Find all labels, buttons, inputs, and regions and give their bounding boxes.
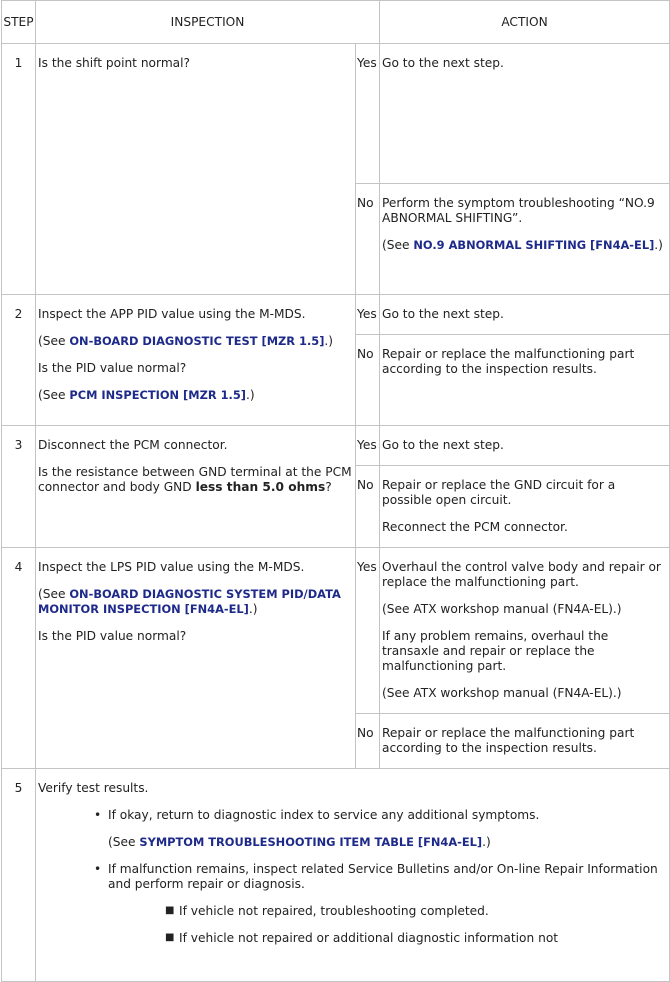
action-cell (380, 335, 670, 426)
sub-list-item: ■ If vehicle not repaired or additional diagnostic information not (165, 931, 559, 945)
action-cell (380, 183, 670, 294)
action-text: Perform the symptom troubleshooting “NO.9 ABNORMAL SHIFTING”. (382, 195, 655, 225)
inspection-question: Is the resistance between GND terminal at the PCM connector and body GND less than 5.0 ohms? (38, 465, 352, 494)
action-cell (380, 426, 670, 466)
action-cell (380, 714, 670, 769)
action-text: Repair or replace the GND circuit for a possible open circuit. (382, 478, 616, 507)
action-cell (380, 548, 670, 714)
table-row (2, 295, 670, 335)
sub-list-item: ■ If vehicle not repaired, troubleshooting completed. (165, 904, 489, 918)
action-cell (380, 466, 670, 548)
answer-yes: Yes (356, 548, 380, 714)
table-row (2, 44, 670, 184)
answer-no: No (356, 335, 380, 426)
step-number: 2 (2, 295, 36, 426)
header-action: ACTION (380, 1, 670, 44)
inspection-question: Is the PID value normal? (38, 361, 187, 375)
inspection-text: Inspect the LPS PID value using the M-MDS. (38, 560, 305, 574)
bullet-icon: • (94, 862, 102, 876)
step-number: 5 (2, 769, 36, 982)
inspection-cell (36, 44, 356, 295)
action-text: (See ATX workshop manual (FN4A-EL).) (382, 602, 622, 616)
see-reference: (See PCM INSPECTION [MZR 1.5].) (38, 388, 255, 402)
link-pid-data-monitor-inspection[interactable]: ON-BOARD DIAGNOSTIC SYSTEM PID/DATA MONITOR INSPECTION [FN4A-EL] (38, 587, 341, 616)
inspection-cell (36, 548, 356, 769)
table-row (2, 769, 670, 982)
action-text: Repair or replace the malfunctioning part according to the inspection results. (382, 347, 635, 376)
action-text: Repair or replace the malfunctioning part according to the inspection results. (382, 726, 635, 755)
answer-no: No (356, 183, 380, 294)
step-number: 3 (2, 426, 36, 548)
inspection-text: Is the shift point normal? (38, 56, 191, 70)
step-number: 4 (2, 548, 36, 769)
list-item: • If malfunction remains, inspect related Service Bulletins and/or On-line Repair Information and perform repair or diagnosis. (94, 862, 658, 891)
header-step: STEP (2, 1, 36, 44)
see-reference: (See SYMPTOM TROUBLESHOOTING ITEM TABLE [FN4A-EL].) (108, 835, 491, 849)
link-no9-abnormal-shifting[interactable]: NO.9 ABNORMAL SHIFTING [FN4A-EL] (413, 237, 655, 252)
action-text: If any problem remains, overhaul the transaxle and repair or replace the malfunctioning part. (382, 629, 609, 673)
link-on-board-diagnostic-test[interactable]: ON-BOARD DIAGNOSTIC TEST [MZR 1.5] (69, 334, 325, 348)
answer-no: No (356, 714, 380, 769)
inspection-cell (36, 769, 670, 982)
list-item: • If okay, return to diagnostic index to service any additional symptoms. (94, 808, 540, 822)
table-row (2, 548, 670, 714)
action-text: Go to the next step. (382, 307, 504, 321)
action-text: Go to the next step. (382, 56, 504, 70)
action-text: Go to the next step. (382, 438, 504, 452)
see-reference: (See ON-BOARD DIAGNOSTIC SYSTEM PID/DATA MONITOR INSPECTION [FN4A-EL].) (38, 587, 341, 616)
see-reference: (See NO.9 ABNORMAL SHIFTING [FN4A-EL].) (382, 237, 663, 252)
link-symptom-troubleshooting-item-table[interactable]: SYMPTOM TROUBLESHOOTING ITEM TABLE [FN4A-EL] (139, 835, 483, 849)
square-bullet-icon: ■ (165, 905, 175, 916)
square-bullet-icon: ■ (165, 932, 175, 943)
answer-yes: Yes (356, 426, 380, 466)
table-row (2, 426, 670, 466)
step-number: 1 (2, 44, 36, 295)
table-header-row (2, 1, 670, 44)
action-text: Reconnect the PCM connector. (382, 520, 568, 534)
bullet-icon: • (94, 808, 102, 822)
answer-yes: Yes (356, 295, 380, 335)
inspection-cell (36, 295, 356, 426)
action-text: (See ATX workshop manual (FN4A-EL).) (382, 686, 622, 700)
header-inspection: INSPECTION (36, 1, 380, 44)
inspection-text: Verify test results. (38, 781, 149, 795)
action-text: Overhaul the control valve body and repair or replace the malfunctioning part. (382, 560, 661, 589)
answer-yes: Yes (356, 44, 380, 184)
answer-no: No (356, 466, 380, 548)
diagnostic-procedure-table (1, 0, 670, 982)
action-cell (380, 44, 670, 184)
inspection-cell (36, 426, 356, 548)
action-cell (380, 295, 670, 335)
see-reference: (See ON-BOARD DIAGNOSTIC TEST [MZR 1.5].) (38, 334, 334, 348)
inspection-question: Is the PID value normal? (38, 629, 187, 643)
link-pcm-inspection[interactable]: PCM INSPECTION [MZR 1.5] (69, 388, 246, 402)
inspection-text: Disconnect the PCM connector. (38, 438, 228, 452)
inspection-text: Inspect the APP PID value using the M-MDS. (38, 307, 306, 321)
